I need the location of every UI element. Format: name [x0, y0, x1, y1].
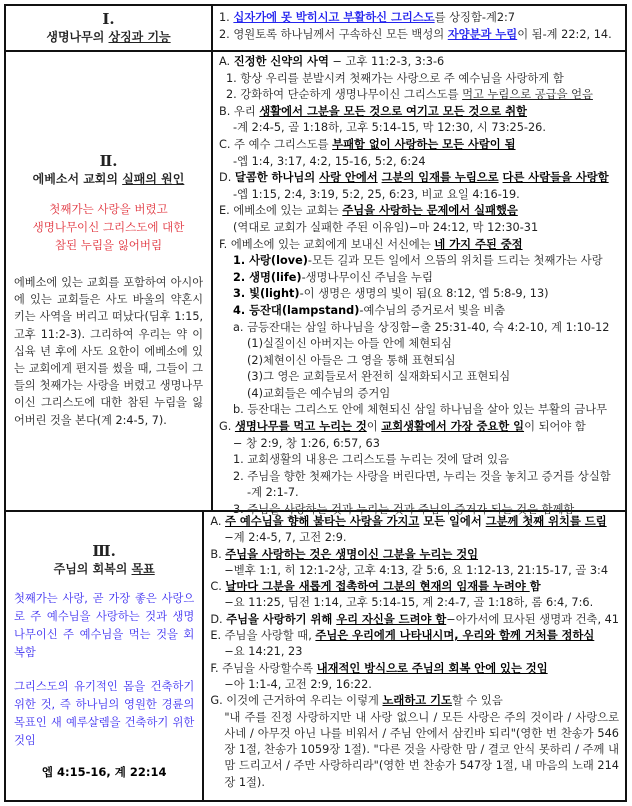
text-segment: −벧후 1:1, 히 12:1-2상, 고후 4:13, 갈 5:6, 요 1:12-13, 21:15-17, 골 3:4	[224, 563, 609, 577]
emphasized-text: 생활에서 그분을 모든 것으로 여기고 모든 것으로 취함	[259, 104, 527, 118]
outline-item	[219, 286, 619, 303]
text-segment: 주님의 회복의	[53, 562, 132, 576]
outline-item	[219, 104, 619, 121]
emphasized-text: 진정한 신약의 사역	[233, 55, 329, 68]
emphasized-text: 목표	[131, 562, 155, 576]
section-1-content	[213, 6, 625, 50]
outline-item	[210, 579, 619, 595]
section-2-row	[6, 52, 625, 517]
text-segment: (1)실질이신 아버지는 아들 안에 체현되심	[247, 337, 452, 351]
outline-item	[219, 419, 619, 436]
text-segment: -엡 1:15, 2:4, 3:19, 5:2, 25, 6:23, 비교 요일 4:16-19.	[233, 187, 520, 201]
text-segment: 할 수 있음	[451, 694, 503, 708]
outline-item	[219, 120, 619, 137]
text-segment: B. 우리	[219, 104, 260, 118]
section-3-row	[6, 512, 625, 800]
outline-item	[210, 677, 619, 693]
text-segment: −요 14:21, 23	[224, 645, 303, 659]
outline-item	[219, 10, 619, 27]
text-segment: G.	[219, 420, 235, 434]
text-segment: 에베소서 교회의	[32, 172, 123, 186]
section-1-heading	[6, 6, 213, 50]
text-segment: E. 에베소에 있는 교회는	[219, 204, 343, 218]
emphasized-text: 우리 자신을 드려야 함	[336, 612, 447, 626]
outline-item	[219, 436, 619, 453]
text-segment: -계 2:4-5, 골 1:18하, 고후 5:14-15, 막 12:30, 시 73:25-26.	[233, 121, 546, 135]
section-2-paragraph: 에베소에 있는 교회를 포함하여 아시아에 있는 교회들은 사도 바울의 약혼시키는 사역을 버리고 떠났다(딤후 1:15, 고후 11:2-3). 그리하여 우리는 약 이십육 년 후에 사도 요한이 에베소에 있는 교회에게 편지를 썼을 때, 그들이 그들의 첫째가는 사랑을 버렸고 생명나무이신 그리스도에 대한 참된 누림을 잃어버린 것을 본다(계 2:4-5, 7).	[14, 276, 203, 427]
outline-item	[210, 628, 619, 644]
text-segment: (역대로 교회가 실패한 주된 이유임)−마 24:12, 막 12:30-31	[233, 220, 539, 234]
text-segment: -엡 1:4, 3:17, 4:2, 15-16, 5:2, 6:24	[233, 154, 426, 168]
section-3-lines	[210, 514, 619, 710]
emphasized-text: 사랑 안에서	[319, 171, 378, 185]
section-3-reference: 엡 4:15-16, 계 22:14	[41, 765, 167, 779]
outline-item	[219, 402, 619, 419]
section-2-title	[14, 170, 203, 188]
outline-item	[219, 303, 619, 320]
outline-item	[210, 514, 619, 530]
emphasized-text: 주님을 사랑하는 문제에서 실패했음	[342, 204, 518, 218]
outline-item	[210, 661, 619, 677]
emphasized-text: 실패의 원인	[122, 172, 185, 186]
text-segment: − 고후 11:2-3, 3:3-6	[328, 55, 445, 68]
text-segment: -예수님의 증거로서 빛을 비춤	[359, 303, 506, 317]
emphasized-text: 2. 생명(life)	[233, 270, 302, 284]
text-segment: −계 2:4-5, 7, 고전 2:9.	[224, 531, 347, 545]
outline-item	[210, 530, 619, 546]
text-segment: C.	[210, 580, 226, 594]
outline-item	[219, 469, 619, 486]
outline-item	[219, 320, 619, 337]
text-segment: -모든 길과 모든 일에서 으뜸의 위치를 드리는 첫째가는 사랑	[307, 254, 603, 268]
text-segment: 1.	[219, 11, 234, 24]
outline-item	[210, 563, 619, 579]
outline-item	[210, 693, 619, 709]
section-1-row	[6, 6, 625, 52]
text-segment: 3. 주님을 사랑하는 것과 누리는 것과 주님의 증거가 되는 것은 함께함	[233, 503, 575, 517]
emphasized-text: 주님은 우리에게 나타내시며, 우리와 함께 거처를 정하심	[315, 629, 595, 643]
goal-paragraph: 첫째가는 사랑, 곧 가장 좋은 사랑으로 주 예수님을 사랑하는 것과 생명나무이신 주 예수님을 먹는 것을 회복함	[14, 592, 195, 659]
text-segment: -생명나무이신 주님을 누림	[301, 270, 433, 284]
text-segment: A.	[210, 515, 226, 528]
emphasized-text: 자양분과 누림	[447, 27, 518, 41]
emphasized-text: 다른 사람들을 사랑함	[502, 171, 609, 185]
emphasized-text: 네 가지 주된 중점	[434, 237, 523, 251]
emphasized-text: 교회생활에서 가장 중요한 일	[381, 420, 525, 434]
emphasized-text: 주님을 사랑하는 것은	[225, 547, 336, 561]
text-segment: G. 이것에 근거하여 우리는 이렇게	[210, 694, 383, 708]
failure-cause-line: 첫째가는 사랑을 버렸고	[49, 202, 168, 216]
outline-item	[219, 485, 619, 502]
emphasized-text: 3. 빛(light)	[233, 287, 300, 301]
emphasized-text: 십자가에 못 박히시고 부활하신 그리스도	[233, 11, 435, 24]
section-2-content	[213, 52, 625, 517]
emphasized-text: 먹고 누림으로 공급을 얻음	[462, 88, 593, 102]
outline-table	[4, 4, 627, 802]
text-segment: -이 생명은 생명의 빛이 됨(요 8:12, 엡 5:8-9, 13)	[299, 287, 549, 301]
text-segment: a. 금등잔대는 삼일 하나님을 상징함−출 25:31-40, 슥 4:2-10, 계 1:10-12	[233, 320, 610, 334]
text-segment: b. 등잔대는 그리스도 안에 체현되신 삼일 하나님을 살아 있는 부활의 금나무	[233, 403, 608, 417]
text-segment: − 창 2:9, 창 1:26, 6:57, 63	[233, 436, 380, 450]
outline-item	[219, 270, 619, 287]
section-3-heading	[6, 512, 204, 800]
outline-item	[210, 595, 619, 611]
text-segment: 2. 강화하여 단순하게 생명나무이신 그리스도를	[226, 88, 463, 102]
text-segment: F. 주님을 사랑할수록	[210, 661, 317, 675]
outline-item	[219, 452, 619, 469]
text-segment: 생명나무의	[46, 30, 109, 44]
outline-item	[219, 27, 619, 44]
text-segment: 이 됨-계 22:2, 14.	[517, 27, 612, 41]
emphasized-text: 생명나무를 먹고 누리는 것	[234, 420, 367, 434]
emphasized-text: 그분의 임재를 누림으로	[381, 171, 499, 185]
section-3-number: Ⅲ.	[92, 542, 116, 560]
text-segment: C. 주 예수 그리스도를	[219, 137, 333, 151]
emphasized-text: 1. 사랑(love)	[233, 254, 308, 268]
text-segment: −아 1:1-4, 고전 2:9, 16:22.	[224, 677, 372, 691]
outline-item	[219, 253, 619, 270]
outline-item	[219, 87, 619, 104]
text-segment: D.	[210, 612, 227, 626]
failure-cause-line: 생명나무이신 그리스도에 대한	[32, 220, 185, 234]
emphasized-text: 4. 등잔대(lampstand)	[233, 303, 360, 317]
outline-item	[219, 71, 619, 88]
emphasized-text: 상징과 기능	[108, 30, 171, 44]
text-segment: (2)체현이신 아들은 그 영을 통해 표현되심	[247, 353, 456, 367]
outline-item	[219, 154, 619, 171]
text-segment: 1. 항상 우리를 분발시켜 첫째가는 사랑으로 주 예수님을 사랑하게 함	[226, 71, 564, 85]
text-segment: 1. 교회생활의 내용은 그리스도를 누리는 것에 달려 있음	[233, 453, 509, 467]
text-segment: -계 2:1-7.	[247, 486, 299, 500]
text-segment: F. 에베소에 있는 교회에게 보내신 서신에는	[219, 237, 435, 251]
text-segment: A.	[219, 55, 234, 68]
outline-item	[210, 612, 619, 628]
text-segment: −아가서에 묘사된 생명과 건축, 41	[446, 612, 619, 626]
hymn-paragraph: "내 주를 진정 사랑하지만 내 사랑 없으니 / 모든 사랑은 주의 것이라 / 사랑으로 사네 / 아무것 아닌 나를 비워서 / 주님 안에서 삼킨바 되리"(영한 번 찬송가 546장 1절, 찬송가 1059장 1절). "다른 것을 사랑한 맘 / 결코 안식 못하리 / 주께 내맘 드리고서 / 주만 사랑하리라"(영한 번 찬송가 547장 1절, 내 마음의 노래 214장 1절).	[224, 710, 619, 789]
section-1-number: I.	[102, 10, 115, 28]
outline-item	[219, 170, 619, 187]
outline-item	[219, 353, 619, 370]
emphasized-text: 달콤한 하나님의	[234, 171, 320, 185]
emphasized-text: 주 예수님을 향해 불타는 사랑을 가지고	[225, 515, 420, 528]
section-2-number: Ⅱ.	[99, 152, 118, 170]
outline-item	[219, 336, 619, 353]
emphasized-text: 내재적인 방식으로 주님의 회복 안에 있는 것임	[316, 661, 548, 675]
text-segment: 2. 영원토록 하나님께서 구속하신 모든 백성의	[219, 27, 448, 41]
text-segment: 2. 주님을 향한 첫째가는 사랑을 버린다면, 누리는 것을 놓치고 증거를 상실함	[233, 469, 611, 483]
text-segment: (4)교회들은 예수님의 증거임	[247, 386, 391, 400]
emphasized-text: 모든 일에서	[419, 515, 486, 528]
emphasized-text: 노래하고 기도	[382, 694, 452, 708]
failure-cause-line: 참된 누림을 잃어버림	[54, 238, 163, 252]
outline-item	[210, 644, 619, 660]
outline-item	[219, 369, 619, 386]
text-segment: 이 되어야 함	[524, 420, 586, 434]
section-3-content	[204, 512, 625, 800]
text-segment: B.	[210, 547, 226, 561]
emphasized-text: 생명이신 그분을 누리는 것임	[335, 547, 479, 561]
outline-item	[219, 386, 619, 403]
section-2-heading	[6, 52, 213, 510]
outline-item	[210, 547, 619, 563]
section-1-title	[14, 28, 203, 46]
text-segment: 이	[366, 420, 382, 434]
outline-item	[219, 54, 619, 71]
outline-item	[219, 203, 619, 220]
text-segment: 를 상징함-계2:7	[434, 11, 516, 24]
emphasized-text: 부패함 없이 사랑하는 모든 사람이 됨	[332, 137, 516, 151]
outline-item	[219, 137, 619, 154]
emphasized-text: 주님을 사랑하기 위해	[226, 612, 337, 626]
text-segment: D.	[219, 171, 235, 185]
emphasized-text: 날마다 그분을 새롭게 접촉하여 그분의 현재의 임재를 누려야	[225, 580, 530, 594]
text-segment: E. 주님을 사랑할 때,	[210, 629, 316, 643]
section-3-title	[14, 560, 194, 578]
text-segment: (3)그 영은 교회들로서 완전히 실재화되시고 표현되심	[247, 370, 511, 384]
outline-item	[219, 237, 619, 254]
emphasized-text: 그분께 첫째 위치를 드림	[485, 515, 607, 528]
outline-item	[219, 187, 619, 204]
emphasized-text: 함	[529, 580, 541, 594]
outline-item	[219, 220, 619, 237]
goal-paragraph: 그리스도의 유기적인 몸을 건축하기 위한 것, 즉 하나님의 영원한 경륜의 목표인 새 예루살렘을 건축하기 위한 것임	[14, 680, 195, 747]
text-segment: −요 11:25, 딤전 1:14, 고후 5:14-15, 계 2:4-7, 골 1:18하, 롬 6:4, 7:6.	[224, 596, 594, 610]
